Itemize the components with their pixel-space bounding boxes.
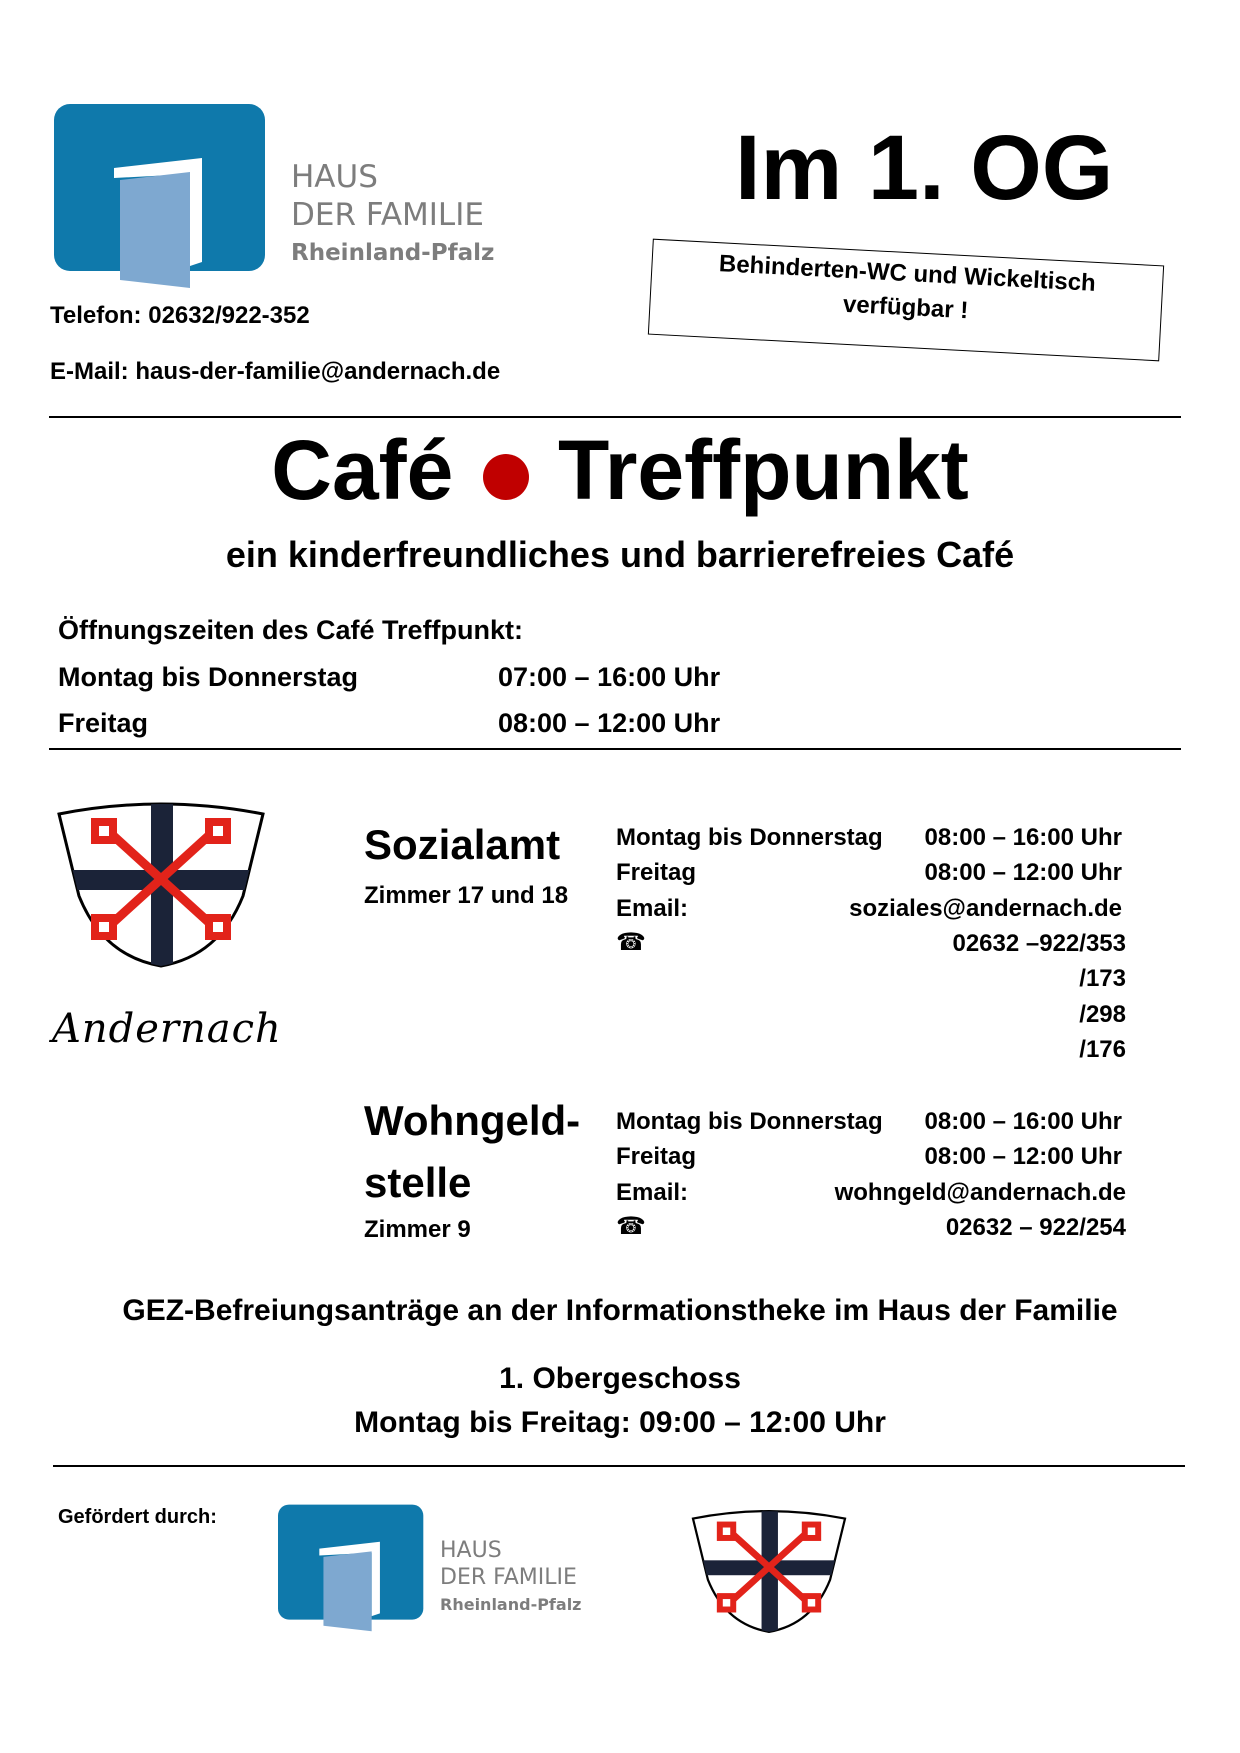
gez-line1: GEZ-Befreiungsanträge an der Informationstheke im Haus der Familie [122, 1294, 1118, 1327]
accessibility-notice [648, 239, 1164, 362]
wohngeld-room: Zimmer 9 [364, 1216, 471, 1243]
logo-text-haus: HAUS [291, 159, 378, 195]
sozialamt-ext-2: /298 [1079, 1001, 1126, 1028]
gez-line2: 1. Obergeschoss [499, 1362, 741, 1395]
logo-text-der-familie: DER FAMILIE [291, 197, 484, 233]
cafe-hours-day-2: Freitag [58, 708, 149, 738]
cafe-hours-time-1: 07:00 – 16:00 Uhr [498, 662, 721, 692]
wohngeld-phone: 02632 – 922/254 [945, 1214, 1126, 1241]
cafe-hours-time-2: 08:00 – 12:00 Uhr [498, 708, 721, 738]
sozialamt-title: Sozialamt [364, 821, 561, 868]
sozialamt-row2-label: Freitag [616, 859, 697, 886]
wohngeld-row2-value: 08:00 – 12:00 Uhr [924, 1143, 1122, 1170]
funded-by-label: Gefördert durch: [58, 1506, 217, 1528]
logo-text-region: Rheinland-Pfalz [291, 240, 495, 266]
footer-haus-der-familie-logo [278, 1503, 608, 1643]
floor-heading: Im 1. OG [735, 117, 1114, 219]
cafe-title [0, 423, 1240, 517]
wohngeld-title-line1: Wohngeld- [364, 1097, 581, 1144]
wohngeld-title-line2: stelle [364, 1159, 472, 1206]
notice-line1: Behinderten-WC und Wickeltisch [718, 250, 1097, 297]
cafe-hours-heading: Öffnungszeiten des Café Treffpunkt: [58, 615, 524, 645]
wohngeld-row1-label: Montag bis Donnerstag [616, 1108, 883, 1135]
sozialamt-row2-value: 08:00 – 12:00 Uhr [924, 859, 1122, 886]
gez-line3: Montag bis Freitag: 09:00 – 12:00 Uhr [354, 1406, 886, 1439]
sozialamt-ext-1: /173 [1079, 965, 1126, 992]
divider-bottom [53, 1465, 1185, 1467]
sozialamt-row3-label: Email: [616, 895, 689, 922]
sozialamt-row1-label: Montag bis Donnerstag [616, 824, 883, 851]
wohngeld-row2-label: Freitag [616, 1143, 697, 1170]
notice-line2: verfügbar ! [842, 290, 969, 324]
phone-icon: ☎ [616, 929, 646, 956]
sozialamt-ext-3: /176 [1079, 1036, 1126, 1063]
wohngeld-row3-value: wohngeld@andernach.de [834, 1179, 1126, 1206]
cafe-title-part2: Treffpunkt [558, 423, 969, 517]
door-logo-icon [278, 1503, 424, 1637]
cafe-hours-day-1: Montag bis Donnerstag [58, 662, 359, 692]
footer-logo-text-haus: HAUS [440, 1538, 502, 1563]
cafe-subtitle: ein kinderfreundliches und barrierefreies Café [225, 534, 1015, 575]
contact-email: E-Mail: haus-der-familie@andernach.de [50, 358, 501, 385]
andernach-signature: Andernach [52, 1006, 282, 1052]
divider-middle [49, 748, 1181, 750]
sozialamt-row1-value: 08:00 – 16:00 Uhr [924, 824, 1122, 851]
haus-der-familie-logo [54, 104, 514, 294]
footer-andernach-crest-icon [690, 1508, 848, 1635]
cafe-title-part1: Café [271, 423, 454, 517]
sozialamt-phone: 02632 –922/353 [952, 930, 1126, 957]
red-dot-icon [483, 454, 529, 500]
sozialamt-row3-value: soziales@andernach.de [849, 895, 1122, 922]
divider-top [49, 416, 1181, 418]
wohngeld-row1-value: 08:00 – 16:00 Uhr [924, 1108, 1122, 1135]
footer-logo-text-region: Rheinland-Pfalz [440, 1595, 582, 1614]
footer-logo-text-der-familie: DER FAMILIE [440, 1565, 577, 1590]
andernach-crest-icon [55, 800, 267, 970]
door-logo-icon [54, 104, 266, 294]
wohngeld-row3-label: Email: [616, 1179, 689, 1206]
sozialamt-room: Zimmer 17 und 18 [364, 882, 569, 909]
phone-icon: ☎ [616, 1213, 646, 1240]
contact-phone: Telefon: 02632/922-352 [50, 302, 310, 329]
